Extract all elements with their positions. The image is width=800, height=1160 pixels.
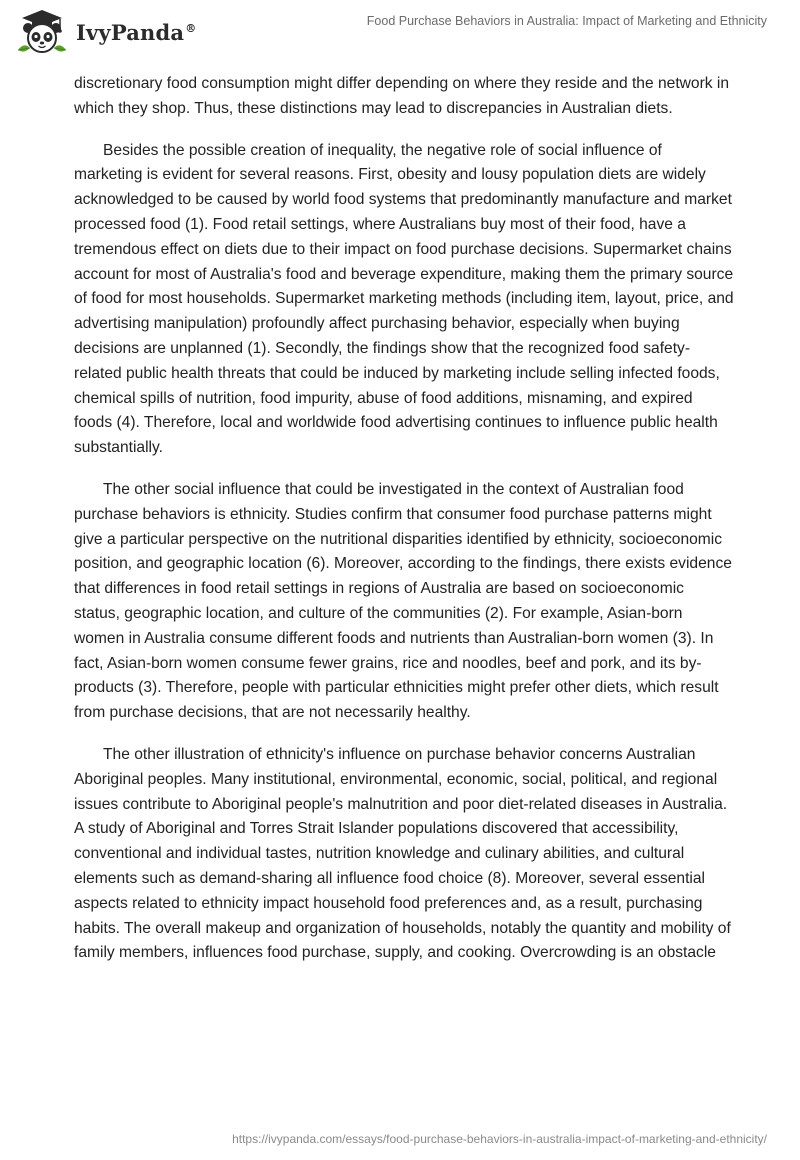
paragraph-continued: discretionary food consumption might differ depending on where they reside and the network in which they shop. Thus, these distinctions may lead to discrepancies in Australian diets. (74, 75, 730, 117)
panda-mascot-icon (14, 8, 70, 56)
paragraph: The other social influence that could be investigated in the context of Australian food purchase behaviors is ethnicity. Studies confirm that consumer food purchase patterns might give a particular perspective on the nutritional disparities identified by ethnicity, socioeconomic position, and geographic location (6). Moreover, according to the findings, there exists evidence that differences in food retail settings in regions of Australia are based on socioeconomic status, geographic location, and culture of the communities (2). For example, Asian-born women in Australia consume different foods and nutrients than Australian-born women (3). In fact, Asian-born women consume fewer grains, rice and noodles, beef and pork, and its by-products (3). Therefore, people with particular ethnicities might prefer other diets, which result from purchase decisions, that are not necessarily healthy. (74, 480, 732, 722)
paragraph: The other illustration of ethnicity's influence on purchase behavior concerns Australian Aboriginal peoples. Many institutional, environmental, economic, social, political, and regional issues contribute to Aboriginal people's malnutrition and poor diet-related diseases in Australia. A study of Aboriginal and Torres Strait Islander populations discovered that accessibility, conventional and individual tastes, nutrition knowledge and culinary abilities, and cultural elements such as demand-sharing all influence food choice (8). Moreover, several essential aspects related to ethnicity impact household food preferences and, as a result, purchasing habits. The overall makeup and organization of households, notably the quantity and mobility of family members, influences food purchase, supply, and cooking. Overcrowding is an obstacle (74, 745, 731, 962)
essay-body (74, 72, 734, 983)
ivypanda-logo[interactable] (14, 8, 196, 56)
brand-name: IvyPanda® (76, 19, 197, 45)
source-url-link[interactable]: https://ivypanda.com/essays/food-purchase-behaviors-in-australia-impact-of-marketing-and-ethnicity/ (232, 1132, 767, 1146)
page-header (0, 0, 800, 64)
registered-mark: ® (185, 21, 197, 35)
document-title: Food Purchase Behaviors in Australia: Impact of Marketing and Ethnicity (366, 14, 767, 28)
paragraph: Besides the possible creation of inequality, the negative role of social influence of marketing is evident for several reasons. First, obesity and lousy population diets are widely acknowledged to be caused by world food systems that predominantly manufacture and market processed food (1). Food retail settings, where Australians buy most of their food, have a tremendous effect on diets due to their impact on food purchase decisions. Supermarket chains account for most of Australia's food and beverage expenditure, making them the primary source of food for most households. Supermarket marketing methods (including item, layout, price, and advertising manipulation) profoundly affect purchasing behavior, especially when buying decisions are unplanned (1). Secondly, the findings show that the recognized food safety-related public health threats that could be induced by marketing include selling infected foods, chemical spills of nutrition, food impurity, abuse of food additions, misnaming, and expired foods (4). Therefore, local and worldwide food advertising continues to influence public health substantially. (74, 141, 734, 457)
